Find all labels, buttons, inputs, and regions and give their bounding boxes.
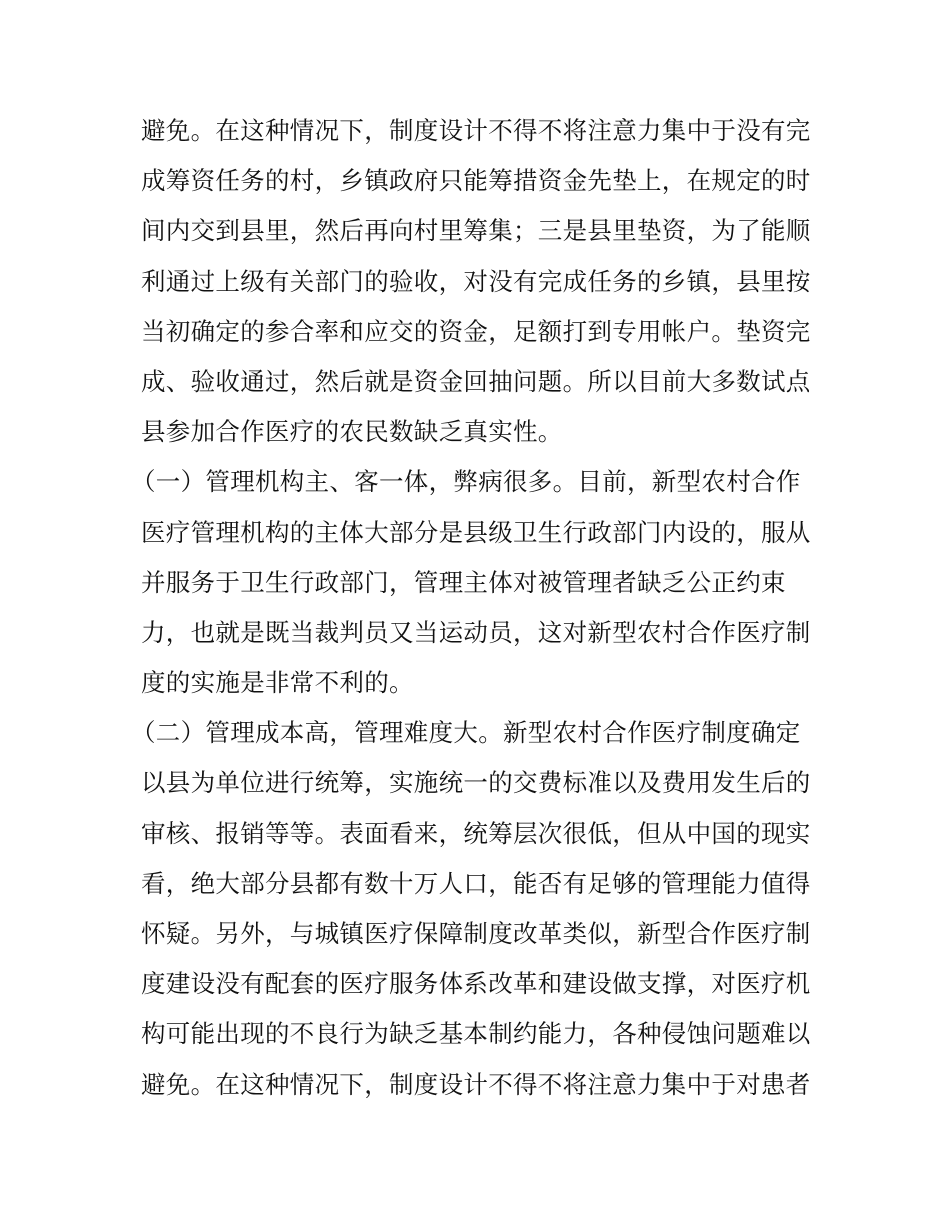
section-heading-line: （一）管理机构主、客一体，弊病很多。目前，新型农村合作 [131, 467, 801, 497]
text-line: 审核、报销等等。表面看来，统筹层次很低，但从中国的现实 [141, 818, 811, 848]
text-line: 成筹资任务的村，乡镇政府只能筹措资金先垫上，在规定的时 [141, 166, 811, 196]
text-line: 力，也就是既当裁判员又当运动员，这对新型农村合作医疗制 [141, 617, 811, 647]
text-line: 间内交到县里，然后再向村里筹集；三是县里垫资，为了能顺 [141, 216, 811, 246]
text-line: 怀疑。另外，与城镇医疗保障制度改革类似，新型合作医疗制 [141, 919, 811, 948]
text-line: 医疗管理机构的主体大部分是县级卫生行政部门内设的，服从 [141, 517, 811, 547]
text-line: 利通过上级有关部门的验收，对没有完成任务的乡镇，县里按 [141, 266, 811, 296]
text-line: 当初确定的参合率和应交的资金，足额打到专用帐户。垫资完 [141, 316, 811, 346]
text-line: 度建设没有配套的医疗服务体系改革和建设做支撑，对医疗机 [141, 969, 811, 999]
text-line: 看，绝大部分县都有数十万人口，能否有足够的管理能力值得 [141, 868, 811, 898]
text-line: 避免。在这种情况下，制度设计不得不将注意力集中于没有完 [141, 116, 811, 145]
text-line: 并服务于卫生行政部门，管理主体对被管理者缺乏公正约束 [141, 567, 786, 597]
text-line: 县参加合作医疗的农民数缺乏真实性。 [141, 417, 563, 447]
body-text [131, 106, 821, 1110]
section-heading-line: （二）管理成本高，管理难度大。新型农村合作医疗制度确定 [131, 718, 801, 748]
text-line: 成、验收通过，然后就是资金回抽问题。所以目前大多数试点 [141, 366, 811, 396]
text-line: 度的实施是非常不利的。 [141, 668, 414, 698]
text-line: 避免。在这种情况下，制度设计不得不将注意力集中于对患者 [141, 1069, 811, 1099]
text-line: 以县为单位进行统筹，实施统一的交费标准以及费用发生后的 [141, 768, 811, 798]
text-line: 构可能出现的不良行为缺乏基本制约能力，各种侵蚀问题难以 [141, 1019, 811, 1049]
